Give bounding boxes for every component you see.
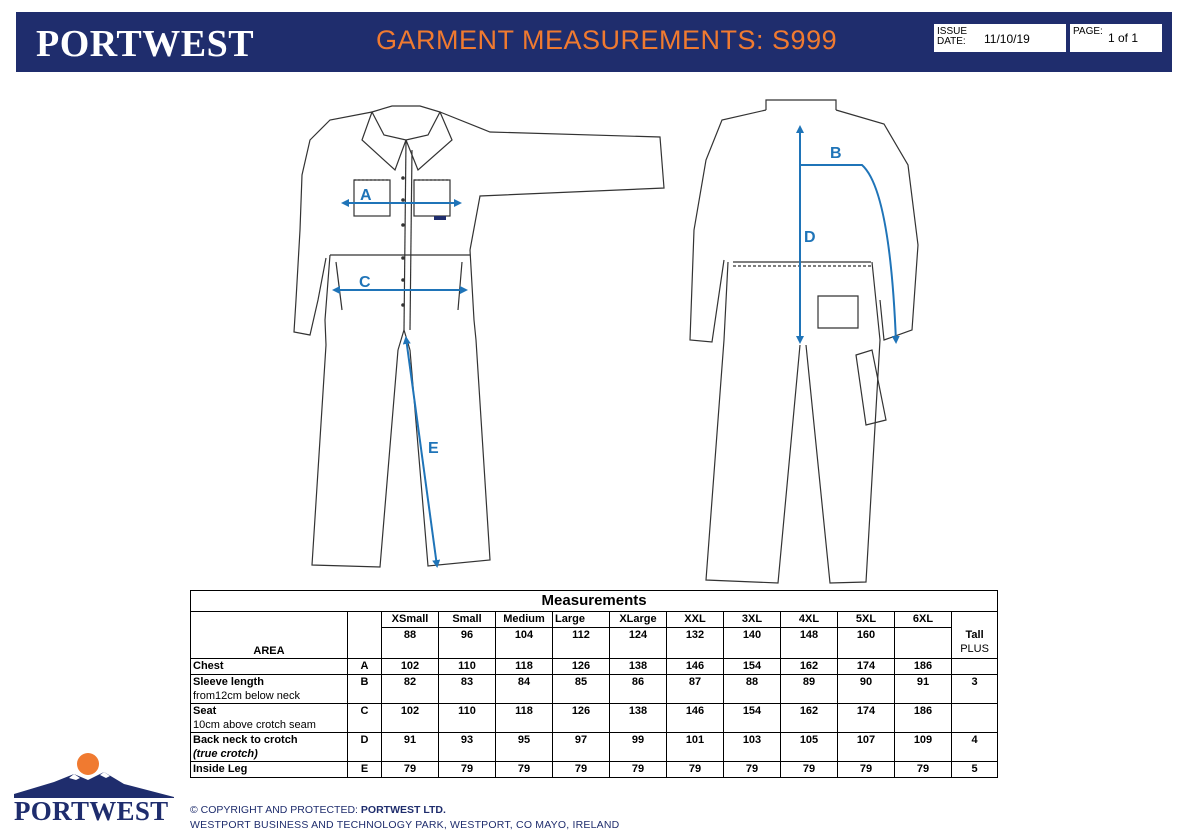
area-header: AREA <box>191 628 348 659</box>
measurement-value: 97 <box>553 732 610 761</box>
size-chest: 148 <box>781 628 838 659</box>
measurement-value: 138 <box>610 658 667 674</box>
measurement-value: 105 <box>781 732 838 761</box>
area-name-cell <box>191 761 348 777</box>
size-chest: 96 <box>439 628 496 659</box>
size-chest: 104 <box>496 628 553 659</box>
measurement-value: 110 <box>439 703 496 732</box>
measurement-value: 79 <box>610 761 667 777</box>
area-name: Seat <box>193 704 217 717</box>
copyright-text <box>190 804 446 816</box>
footer-brand-logo: PORTWEST <box>14 796 169 826</box>
size-header: Large <box>553 612 610 628</box>
area-name: Inside Leg <box>193 762 248 775</box>
size-chest: 124 <box>610 628 667 659</box>
measurements-table <box>190 590 998 778</box>
measurement-value: 146 <box>667 658 724 674</box>
size-header: Small <box>439 612 496 628</box>
measurement-value: 79 <box>724 761 781 777</box>
measurement-letters <box>359 145 842 457</box>
measurement-value: 118 <box>496 658 553 674</box>
label-e: E <box>428 440 439 457</box>
area-name-cell <box>191 658 348 674</box>
size-chest: 160 <box>838 628 895 659</box>
size-header: XSmall <box>382 612 439 628</box>
measurement-value: 102 <box>382 703 439 732</box>
measurement-value: 95 <box>496 732 553 761</box>
tall-plus-value: 3 <box>952 674 998 703</box>
tall-plus-value: 5 <box>952 761 998 777</box>
tall-label: Tall <box>965 628 984 641</box>
table-title: Measurements <box>191 591 998 612</box>
area-code: B <box>348 674 382 703</box>
issue-label-line2: DATE: <box>937 36 966 47</box>
measurement-value: 102 <box>382 658 439 674</box>
measurement-value: 79 <box>496 761 553 777</box>
table-row <box>191 658 998 674</box>
measurement-value: 85 <box>553 674 610 703</box>
area-name: Sleeve length <box>193 675 264 688</box>
area-note: 10cm above crotch seam <box>193 718 316 731</box>
measurement-value: 101 <box>667 732 724 761</box>
area-code: C <box>348 703 382 732</box>
size-header: 5XL <box>838 612 895 628</box>
size-chest <box>895 628 952 659</box>
measurement-value: 88 <box>724 674 781 703</box>
size-header: XXL <box>667 612 724 628</box>
label-d: D <box>804 229 816 246</box>
area-note: from12cm below neck <box>193 689 300 702</box>
size-header: XLarge <box>610 612 667 628</box>
page-label: PAGE: <box>1073 26 1103 37</box>
front-view-drawing <box>294 106 664 567</box>
measurement-value: 162 <box>781 658 838 674</box>
measurement-value: 79 <box>667 761 724 777</box>
measurement-value: 79 <box>838 761 895 777</box>
document-title: GARMENT MEASUREMENTS: S999 <box>376 25 838 55</box>
size-header-row <box>191 612 998 628</box>
area-name-cell <box>191 732 348 761</box>
issue-label-line1: ISSUE <box>937 26 968 37</box>
table-row <box>191 732 998 761</box>
copyright-prefix: © COPYRIGHT AND PROTECTED: <box>190 804 361 816</box>
size-header: Medium <box>496 612 553 628</box>
measurement-value: 174 <box>838 703 895 732</box>
size-chest-row <box>191 628 998 659</box>
area-note: (true crotch) <box>193 747 258 760</box>
page-value: 1 of 1 <box>1108 31 1139 45</box>
measurement-value: 87 <box>667 674 724 703</box>
measurement-value: 174 <box>838 658 895 674</box>
measurement-value: 79 <box>781 761 838 777</box>
measurement-value: 126 <box>553 703 610 732</box>
measurement-value: 99 <box>610 732 667 761</box>
front-buttons <box>401 176 446 307</box>
table-row <box>191 703 998 732</box>
measurement-value: 107 <box>838 732 895 761</box>
measurement-value: 103 <box>724 732 781 761</box>
tall-plus-value <box>952 703 998 732</box>
measurement-value: 79 <box>382 761 439 777</box>
size-chest: 112 <box>553 628 610 659</box>
measurement-value: 138 <box>610 703 667 732</box>
size-chest: 88 <box>382 628 439 659</box>
area-code: A <box>348 658 382 674</box>
brand-logo: PORTWEST <box>36 23 255 65</box>
table-row <box>191 674 998 703</box>
measurement-value: 90 <box>838 674 895 703</box>
tall-plus-value: 4 <box>952 732 998 761</box>
measurement-value: 79 <box>553 761 610 777</box>
measurement-value: 79 <box>439 761 496 777</box>
measurement-value: 91 <box>895 674 952 703</box>
measurement-arrows <box>334 127 896 566</box>
measurement-value: 110 <box>439 658 496 674</box>
issue-date-value: 11/10/19 <box>984 32 1030 46</box>
measurement-value: 79 <box>895 761 952 777</box>
tall-plus-value <box>952 658 998 674</box>
measurement-value: 109 <box>895 732 952 761</box>
area-name-cell <box>191 674 348 703</box>
size-header: 3XL <box>724 612 781 628</box>
measurement-value: 83 <box>439 674 496 703</box>
measurement-rows <box>191 658 998 777</box>
measurement-value: 154 <box>724 658 781 674</box>
tall-plus-header <box>952 628 998 659</box>
measurement-value: 93 <box>439 732 496 761</box>
measurement-value: 126 <box>553 658 610 674</box>
measurement-value: 162 <box>781 703 838 732</box>
area-code: E <box>348 761 382 777</box>
area-name-cell <box>191 703 348 732</box>
measurement-value: 186 <box>895 703 952 732</box>
measurement-value: 91 <box>382 732 439 761</box>
area-name: Back neck to crotch <box>193 733 298 746</box>
label-b: B <box>830 145 842 162</box>
size-header: 6XL <box>895 612 952 628</box>
size-chest: 132 <box>667 628 724 659</box>
label-c: C <box>359 274 371 291</box>
plus-label: PLUS <box>960 642 989 655</box>
measurement-value: 154 <box>724 703 781 732</box>
measurement-value: 84 <box>496 674 553 703</box>
measurement-value: 186 <box>895 658 952 674</box>
area-code: D <box>348 732 382 761</box>
measurement-value: 86 <box>610 674 667 703</box>
size-header: 4XL <box>781 612 838 628</box>
size-chest: 140 <box>724 628 781 659</box>
measurement-value: 89 <box>781 674 838 703</box>
measurement-value: 82 <box>382 674 439 703</box>
area-name: Chest <box>193 659 224 672</box>
label-a: A <box>360 187 372 204</box>
back-view-drawing <box>690 100 918 583</box>
company-address: WESTPORT BUSINESS AND TECHNOLOGY PARK, WESTPORT, CO MAYO, IRELAND <box>190 819 620 831</box>
measurement-value: 146 <box>667 703 724 732</box>
copyright-company: PORTWEST LTD. <box>360 804 446 816</box>
measurement-value: 118 <box>496 703 553 732</box>
table-row <box>191 761 998 777</box>
